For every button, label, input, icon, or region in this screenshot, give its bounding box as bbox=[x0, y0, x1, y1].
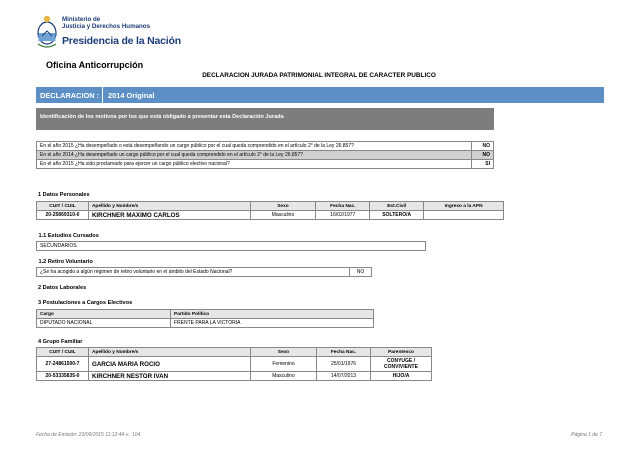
retirement-answer: NO bbox=[350, 267, 372, 276]
motive-question: En el año 2015 ¿Ha desempeñado o está desempeñando un cargo público por el cual queda comprendido en el artículo 2° de la Ley 26.857? bbox=[37, 141, 472, 150]
motive-answer: NO bbox=[472, 150, 494, 159]
ministry-line2: Justicia y Derechos Humanos bbox=[62, 23, 151, 30]
cell-cargo: DIPUTADO NACIONAL bbox=[37, 319, 171, 328]
col-cuit: CUIT / CUIL bbox=[37, 202, 89, 211]
table-row bbox=[37, 319, 374, 328]
table-row bbox=[37, 133, 494, 141]
section-candidacies-title: 3 Postulaciones a Cargos Electivos bbox=[38, 300, 133, 306]
table-row bbox=[37, 241, 426, 250]
table-row bbox=[37, 141, 494, 150]
document-title: DECLARACION JURADA PATRIMONIAL INTEGRAL DE CARACTER PUBLICO bbox=[202, 72, 436, 79]
table-row bbox=[37, 267, 372, 276]
section-personal-title: 1 Datos Personales bbox=[38, 192, 90, 198]
retirement-table bbox=[36, 258, 372, 277]
cell-party: FRENTE PARA LA VICTORIA bbox=[171, 319, 374, 328]
section-family-title: 4 Grupo Familiar bbox=[38, 339, 83, 345]
ministry-line1: Ministerio de bbox=[62, 16, 101, 23]
ministry-name bbox=[62, 16, 150, 30]
col-apn: Ingreso a la APN bbox=[424, 202, 504, 211]
candidacies-table bbox=[36, 309, 374, 328]
section-studies-title: 1.1 Estudios Cursados bbox=[38, 233, 99, 240]
cell-birth: 14/07/2013 bbox=[317, 372, 371, 381]
ministry-logo bbox=[36, 14, 181, 54]
col-party: Partido Político bbox=[171, 310, 374, 319]
col-name: Apellido y Nombre/s bbox=[89, 348, 251, 357]
table-header-row bbox=[37, 310, 374, 319]
table-row bbox=[37, 372, 432, 381]
col-birth: Fecha Nac. bbox=[317, 348, 371, 357]
col-cargo: Cargo bbox=[37, 310, 171, 319]
motive-question: En el año 2015 ¿Ha sido proclamado para ejercer un cargo público electivo nacional? bbox=[37, 159, 472, 168]
declaration-value: 2014 Original bbox=[108, 91, 155, 100]
motive-answer: NO bbox=[472, 141, 494, 150]
col-sex: Sexo bbox=[251, 348, 317, 357]
retirement-question: ¿Se ha acogido a algún régimen de retiro voluntario en el ámbito del Estado Nacional? bbox=[37, 267, 350, 276]
presidency-name: Presidencia de la Nación bbox=[62, 35, 181, 47]
motive-answer: SI bbox=[472, 159, 494, 168]
family-table bbox=[36, 347, 432, 381]
cell-relation: HIJO/A bbox=[371, 372, 432, 381]
cell-name: KIRCHNER MAXIMO CARLOS bbox=[88, 211, 250, 220]
cell-cuit: 20-25869310-0 bbox=[37, 211, 89, 220]
table-row bbox=[37, 150, 494, 159]
cell-civil: SOLTERO/A bbox=[370, 211, 424, 220]
cell-cuit: 20-53335835-0 bbox=[37, 372, 89, 381]
cell-cuit: 27-24861500-7 bbox=[37, 357, 89, 372]
office-name: Oficina Anticorrupción bbox=[46, 60, 144, 70]
section-labor-title: 2 Datos Laborales bbox=[38, 285, 87, 291]
cell-name: KIRCHNER NESTOR IVAN bbox=[89, 372, 251, 381]
col-birth: Fecha Nac. bbox=[316, 202, 370, 211]
emission-date: Fecha de Emisión: 23/09/2015 11:12:44 v.: 104 bbox=[36, 432, 141, 438]
cell-birth: 16/02/1977 bbox=[316, 211, 370, 220]
col-name: Apellido y Nombre/s bbox=[88, 202, 250, 211]
col-cuit: CUIT / CUIL bbox=[37, 348, 89, 357]
cell-name: GARCIA MARIA ROCIO bbox=[89, 357, 251, 372]
page-number: Página 1 de 7 bbox=[571, 432, 602, 438]
declaration-label: DECLARACION : bbox=[40, 91, 100, 100]
table-row bbox=[37, 357, 432, 372]
motive-question: En el año 2014 ¿Ha desempeñado un cargo público por el cual queda comprendido en el artículo 2° de la Ley 26.857? bbox=[37, 150, 472, 159]
cell-birth: 25/01/1976 bbox=[317, 357, 371, 372]
motives-heading: Identificación de los motivos por los que está obligado a presentar esta Declaración Jurada bbox=[36, 108, 494, 130]
table-header-row bbox=[37, 258, 372, 267]
studies-table bbox=[36, 232, 426, 251]
col-civil: Est.Civil bbox=[370, 202, 424, 211]
national-seal-icon bbox=[36, 14, 58, 50]
table-header-row bbox=[37, 232, 426, 241]
table-row bbox=[37, 159, 494, 168]
table-header-row bbox=[37, 202, 504, 211]
declaration-bar bbox=[36, 87, 604, 103]
studies-value: SECUNDARIOS bbox=[37, 241, 426, 250]
cell-sex: Masculino bbox=[250, 211, 316, 220]
motives-table bbox=[36, 133, 494, 169]
section-retirement-title: 1.2 Retiro Voluntario bbox=[38, 259, 93, 266]
cell-apn bbox=[424, 211, 504, 220]
col-relation: Parentesco bbox=[371, 348, 432, 357]
table-header-row bbox=[37, 348, 432, 357]
declaration-separator bbox=[102, 87, 103, 103]
personal-table bbox=[36, 201, 504, 220]
col-sex: Sexo bbox=[250, 202, 316, 211]
cell-relation: CONYUGE / CONVIVIENTE bbox=[371, 357, 432, 372]
cell-sex: Femenino bbox=[251, 357, 317, 372]
cell-sex: Masculino bbox=[251, 372, 317, 381]
table-row bbox=[37, 211, 504, 220]
